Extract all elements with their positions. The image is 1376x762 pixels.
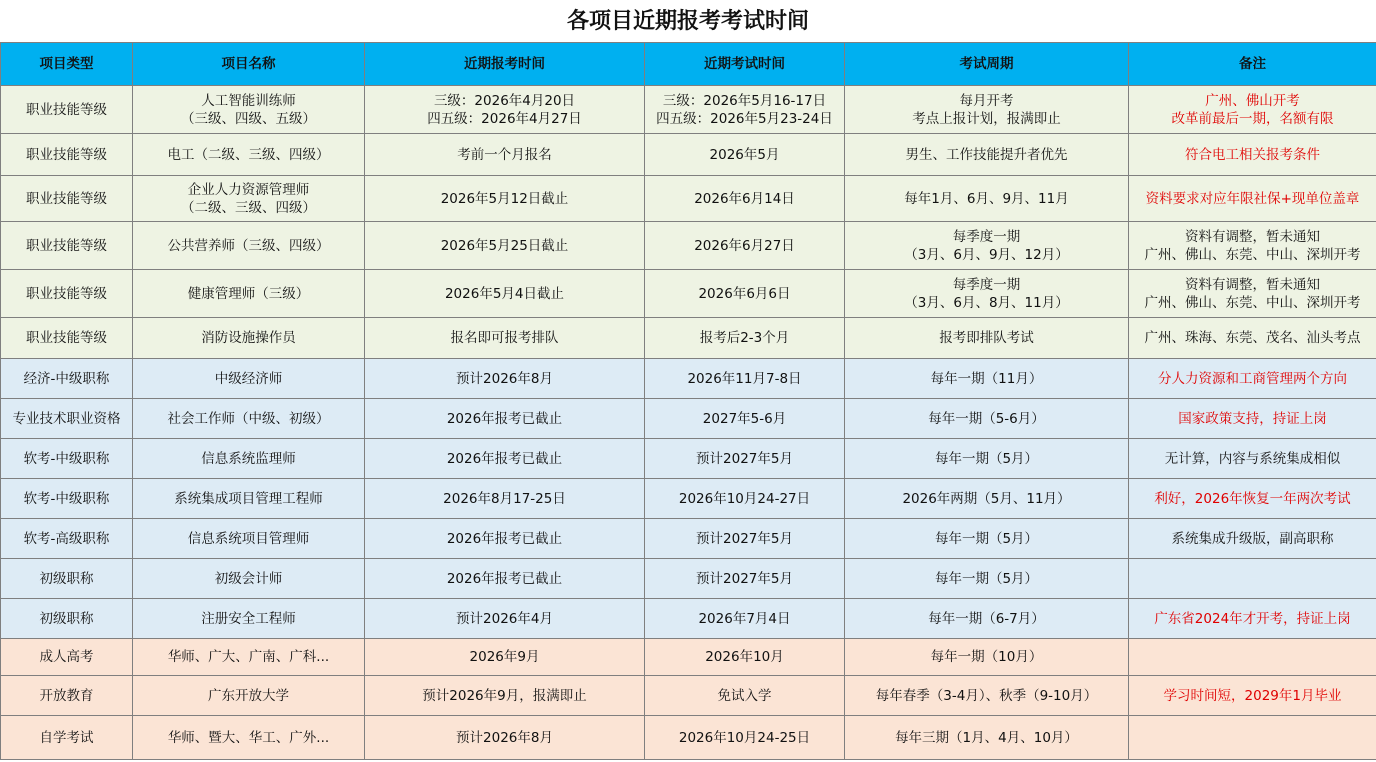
project-type-cell: 软考-中级职称 bbox=[1, 479, 133, 519]
project-type-cell: 经济-中级职称 bbox=[1, 359, 133, 399]
registration-time-cell: 2026年报考已截止 bbox=[365, 559, 645, 599]
project-type-cell: 初级职称 bbox=[1, 599, 133, 639]
remarks-cell bbox=[1129, 716, 1376, 760]
table-row bbox=[1, 716, 1376, 760]
exam-time-cell: 2026年10月 bbox=[645, 639, 845, 676]
exam-cycle-cell: 每年一期（5-6月） bbox=[845, 399, 1129, 439]
project-type-cell: 职业技能等级 bbox=[1, 318, 133, 359]
project-type-cell: 初级职称 bbox=[1, 559, 133, 599]
project-type-cell: 专业技术职业资格 bbox=[1, 399, 133, 439]
remarks-cell: 符合电工相关报考条件 bbox=[1129, 134, 1376, 176]
remarks-cell: 资料要求对应年限社保+现单位盖章 bbox=[1129, 176, 1376, 222]
header-row bbox=[1, 43, 1376, 86]
exam-time-cell: 2026年7月4日 bbox=[645, 599, 845, 639]
project-name-cell: 消防设施操作员 bbox=[133, 318, 365, 359]
header-remarks: 备注 bbox=[1129, 43, 1376, 86]
header-project-name: 项目名称 bbox=[133, 43, 365, 86]
registration-time-cell: 2026年报考已截止 bbox=[365, 519, 645, 559]
table-row bbox=[1, 359, 1376, 399]
project-type-cell: 职业技能等级 bbox=[1, 134, 133, 176]
remarks-cell: 国家政策支持，持证上岗 bbox=[1129, 399, 1376, 439]
table-row bbox=[1, 479, 1376, 519]
exam-time-cell: 预计2027年5月 bbox=[645, 439, 845, 479]
registration-time-cell: 预计2026年4月 bbox=[365, 599, 645, 639]
exam-cycle-cell: 每年春季（3-4月）、秋季（9-10月） bbox=[845, 676, 1129, 716]
exam-cycle-cell: 2026年两期（5月、11月） bbox=[845, 479, 1129, 519]
project-name-cell: 社会工作师（中级、初级） bbox=[133, 399, 365, 439]
exam-cycle-cell: 每年三期（1月、4月、10月） bbox=[845, 716, 1129, 760]
table-row bbox=[1, 134, 1376, 176]
exam-time-cell: 2026年6月27日 bbox=[645, 222, 845, 270]
table-row bbox=[1, 599, 1376, 639]
registration-time-cell: 2026年5月25日截止 bbox=[365, 222, 645, 270]
project-name-cell: 电工（二级、三级、四级） bbox=[133, 134, 365, 176]
exam-time-cell: 2026年10月24-25日 bbox=[645, 716, 845, 760]
exam-cycle-cell: 每年一期（6-7月） bbox=[845, 599, 1129, 639]
exam-cycle-cell: 每季度一期 （3月、6月、9月、12月） bbox=[845, 222, 1129, 270]
registration-time-cell: 预计2026年9月，报满即止 bbox=[365, 676, 645, 716]
header-project-type: 项目类型 bbox=[1, 43, 133, 86]
table-row bbox=[1, 559, 1376, 599]
project-type-cell: 职业技能等级 bbox=[1, 176, 133, 222]
project-name-cell: 初级会计师 bbox=[133, 559, 365, 599]
project-name-cell: 人工智能训练师 （三级、四级、五级） bbox=[133, 86, 365, 134]
project-name-cell: 华师、广大、广南、广科... bbox=[133, 639, 365, 676]
remarks-cell: 学习时间短，2029年1月毕业 bbox=[1129, 676, 1376, 716]
registration-time-cell: 2026年8月17-25日 bbox=[365, 479, 645, 519]
header-exam-cycle: 考试周期 bbox=[845, 43, 1129, 86]
project-name-cell: 信息系统项目管理师 bbox=[133, 519, 365, 559]
exam-time-cell: 三级：2026年5月16-17日 四五级：2026年5月23-24日 bbox=[645, 86, 845, 134]
registration-time-cell: 2026年9月 bbox=[365, 639, 645, 676]
exam-time-cell: 2026年6月14日 bbox=[645, 176, 845, 222]
header-registration-time: 近期报考时间 bbox=[365, 43, 645, 86]
project-type-cell: 软考-中级职称 bbox=[1, 439, 133, 479]
header-exam-time: 近期考试时间 bbox=[645, 43, 845, 86]
remarks-cell: 资料有调整，暂未通知 广州、佛山、东莞、中山、深圳开考 bbox=[1129, 270, 1376, 318]
project-name-cell: 中级经济师 bbox=[133, 359, 365, 399]
table-row bbox=[1, 222, 1376, 270]
registration-time-cell: 报名即可报考排队 bbox=[365, 318, 645, 359]
project-type-cell: 职业技能等级 bbox=[1, 270, 133, 318]
remarks-cell: 广州、珠海、东莞、茂名、汕头考点 bbox=[1129, 318, 1376, 359]
registration-time-cell: 三级：2026年4月20日 四五级：2026年4月27日 bbox=[365, 86, 645, 134]
project-type-cell: 软考-高级职称 bbox=[1, 519, 133, 559]
registration-time-cell: 2026年报考已截止 bbox=[365, 439, 645, 479]
registration-time-cell: 预计2026年8月 bbox=[365, 359, 645, 399]
table-row bbox=[1, 86, 1376, 134]
remarks-cell: 资料有调整，暂未通知 广州、佛山、东莞、中山、深圳开考 bbox=[1129, 222, 1376, 270]
project-name-cell: 注册安全工程师 bbox=[133, 599, 365, 639]
exam-cycle-cell: 每年一期（5月） bbox=[845, 559, 1129, 599]
remarks-cell: 无计算，内容与系统集成相似 bbox=[1129, 439, 1376, 479]
project-name-cell: 企业人力资源管理师 （二级、三级、四级） bbox=[133, 176, 365, 222]
table-row bbox=[1, 270, 1376, 318]
table-row bbox=[1, 639, 1376, 676]
exam-time-cell: 预计2027年5月 bbox=[645, 559, 845, 599]
project-type-cell: 开放教育 bbox=[1, 676, 133, 716]
registration-time-cell: 预计2026年8月 bbox=[365, 716, 645, 760]
registration-time-cell: 考前一个月报名 bbox=[365, 134, 645, 176]
project-type-cell: 职业技能等级 bbox=[1, 222, 133, 270]
exam-cycle-cell: 报考即排队考试 bbox=[845, 318, 1129, 359]
exam-time-cell: 预计2027年5月 bbox=[645, 519, 845, 559]
remarks-cell: 广州、佛山开考 改革前最后一期，名额有限 bbox=[1129, 86, 1376, 134]
page-title: 各项目近期报考考试时间 bbox=[566, 8, 809, 34]
project-name-cell: 信息系统监理师 bbox=[133, 439, 365, 479]
remarks-cell bbox=[1129, 639, 1376, 676]
project-name-cell: 华师、暨大、华工、广外... bbox=[133, 716, 365, 760]
project-name-cell: 广东开放大学 bbox=[133, 676, 365, 716]
exam-time-cell: 2027年5-6月 bbox=[645, 399, 845, 439]
registration-time-cell: 2026年5月4日截止 bbox=[365, 270, 645, 318]
exam-cycle-cell: 每月开考 考点上报计划，报满即止 bbox=[845, 86, 1129, 134]
table-row bbox=[1, 318, 1376, 359]
exam-cycle-cell: 每年一期（5月） bbox=[845, 519, 1129, 559]
project-name-cell: 健康管理师（三级） bbox=[133, 270, 365, 318]
exam-time-cell: 2026年5月 bbox=[645, 134, 845, 176]
exam-cycle-cell: 每年一期（5月） bbox=[845, 439, 1129, 479]
project-type-cell: 职业技能等级 bbox=[1, 86, 133, 134]
remarks-cell: 利好，2026年恢复一年两次考试 bbox=[1129, 479, 1376, 519]
exam-time-cell: 2026年11月7-8日 bbox=[645, 359, 845, 399]
remarks-cell: 分人力资源和工商管理两个方向 bbox=[1129, 359, 1376, 399]
project-type-cell: 成人高考 bbox=[1, 639, 133, 676]
exam-time-cell: 免试入学 bbox=[645, 676, 845, 716]
exam-cycle-cell: 每季度一期 （3月、6月、8月、11月） bbox=[845, 270, 1129, 318]
remarks-cell: 广东省2024年才开考，持证上岗 bbox=[1129, 599, 1376, 639]
project-name-cell: 系统集成项目管理工程师 bbox=[133, 479, 365, 519]
exam-cycle-cell: 每年一期（10月） bbox=[845, 639, 1129, 676]
exam-cycle-cell: 每年1月、6月、9月、11月 bbox=[845, 176, 1129, 222]
remarks-cell bbox=[1129, 559, 1376, 599]
table-row bbox=[1, 439, 1376, 479]
registration-time-cell: 2026年5月12日截止 bbox=[365, 176, 645, 222]
table-row bbox=[1, 176, 1376, 222]
project-type-cell: 自学考试 bbox=[1, 716, 133, 760]
remarks-cell: 系统集成升级版，副高职称 bbox=[1129, 519, 1376, 559]
project-name-cell: 公共营养师（三级、四级） bbox=[133, 222, 365, 270]
exam-time-cell: 2026年6月6日 bbox=[645, 270, 845, 318]
exam-time-cell: 报考后2-3个月 bbox=[645, 318, 845, 359]
table-row bbox=[1, 676, 1376, 716]
exam-cycle-cell: 男生、工作技能提升者优先 bbox=[845, 134, 1129, 176]
exam-schedule-table bbox=[0, 42, 1376, 760]
exam-time-cell: 2026年10月24-27日 bbox=[645, 479, 845, 519]
table-row bbox=[1, 399, 1376, 439]
registration-time-cell: 2026年报考已截止 bbox=[365, 399, 645, 439]
table-row bbox=[1, 519, 1376, 559]
exam-cycle-cell: 每年一期（11月） bbox=[845, 359, 1129, 399]
